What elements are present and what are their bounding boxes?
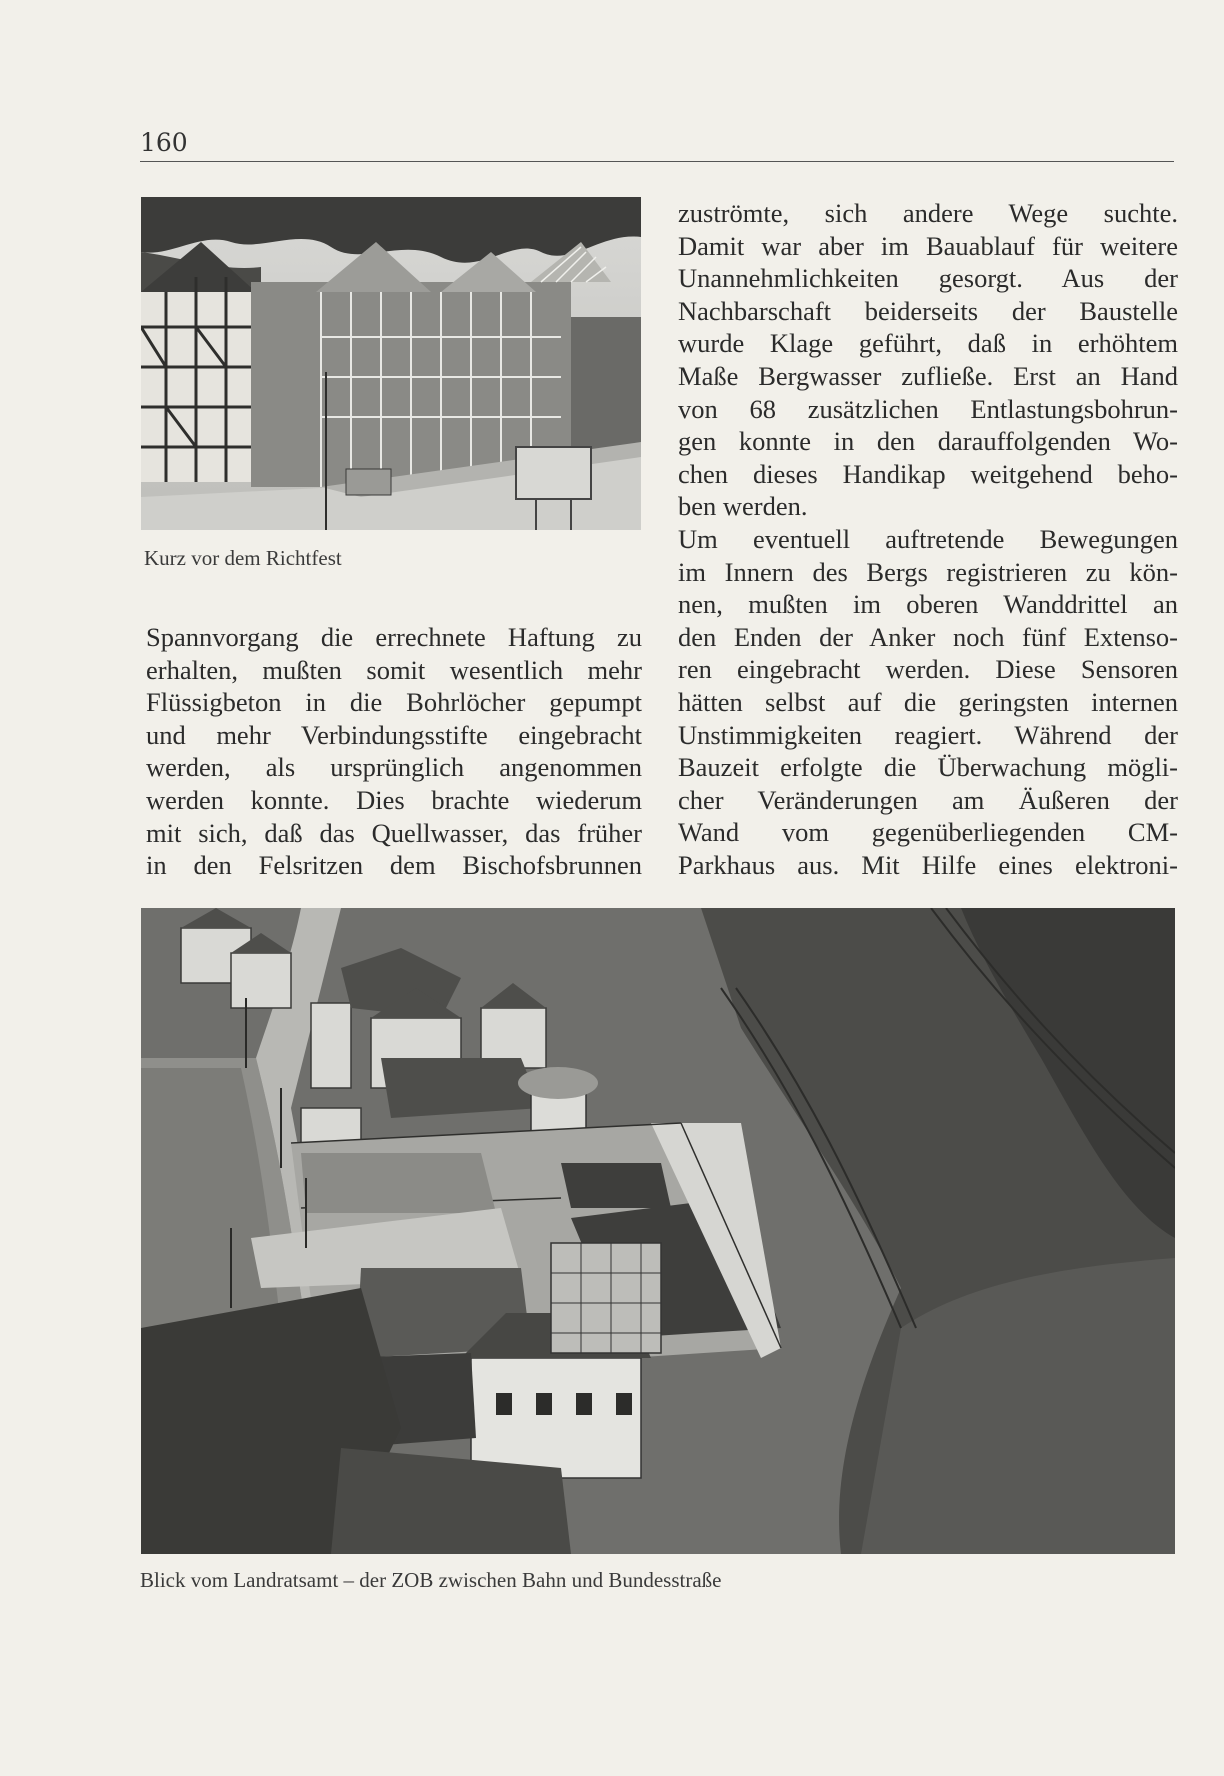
text-line: erhalten, mußten somit wesentlich mehr — [146, 654, 642, 685]
text-line: nen, mußten im oberen Wanddrittel an — [678, 589, 1178, 620]
photo-caption-top: Kurz vor dem Richtfest — [144, 546, 342, 570]
text-line: Bauzeit erfolgte die Überwachung mögli- — [678, 752, 1178, 783]
text-line: im Innern des Bergs registrieren zu kön- — [678, 556, 1178, 587]
text-line: Parkhaus aus. Mit Hilfe eines elektroni- — [678, 849, 1178, 880]
text-line: Unstimmigkeiten reagiert. Während der — [678, 719, 1178, 750]
text-line: Maße Bergwasser zufließe. Erst an Hand — [678, 360, 1178, 391]
text-line: ren eingebracht werden. Diese Sensoren — [678, 654, 1178, 685]
text-line: Wand vom gegenüberliegenden CM- — [678, 817, 1178, 848]
text-line: Spannvorgang die errechnete Haftung zu — [146, 622, 642, 652]
text-line: Damit war aber im Bauablauf für weitere — [678, 230, 1178, 261]
text-line: wurde Klage geführt, daß in erhöhtem — [678, 328, 1178, 359]
header-rule — [140, 161, 1174, 162]
text-line: Unannehmlichkeiten gesorgt. Aus der — [678, 263, 1178, 294]
text-line: in den Felsritzen dem Bischofsbrunnen — [146, 850, 642, 881]
photo-aerial-view — [141, 908, 1175, 1554]
text-line: ben werden. — [678, 491, 808, 522]
text-line: werden konnte. Dies brachte wiederum — [146, 784, 642, 815]
text-line: cher Veränderungen am Äußeren der — [678, 784, 1178, 815]
photo-construction-site — [141, 197, 641, 530]
text-line: und mehr Verbindungsstifte eingebracht — [146, 719, 642, 750]
text-line: den Enden der Anker noch fünf Extenso- — [678, 621, 1178, 652]
text-line: werden, als ursprünglich angenommen — [146, 752, 642, 783]
text-line: gen konnte in den darauffolgenden Wo- — [678, 426, 1178, 457]
photo-caption-bottom: Blick vom Landratsamt – der ZOB zwischen Bahn und Bundesstraße — [140, 1568, 722, 1592]
text-line: Nachbarschaft beiderseits der Baustelle — [678, 295, 1178, 326]
text-line: mit sich, daß das Quellwasser, das früher — [146, 817, 642, 848]
text-line: Um eventuell auftretende Bewegungen — [678, 523, 1178, 554]
text-line: Flüssigbeton in die Bohrlöcher gepumpt — [146, 687, 642, 718]
text-line: von 68 zusätzlichen Entlastungsbohrun- — [678, 393, 1178, 424]
left-text-column — [146, 621, 642, 882]
text-line: zuströmte, sich andere Wege suchte. — [678, 198, 1178, 228]
page-number: 160 — [140, 128, 188, 157]
right-text-column — [678, 197, 1178, 881]
text-line: hätten selbst auf die geringsten internen — [678, 686, 1178, 717]
text-line: chen dieses Handikap weitgehend beho- — [678, 458, 1178, 489]
